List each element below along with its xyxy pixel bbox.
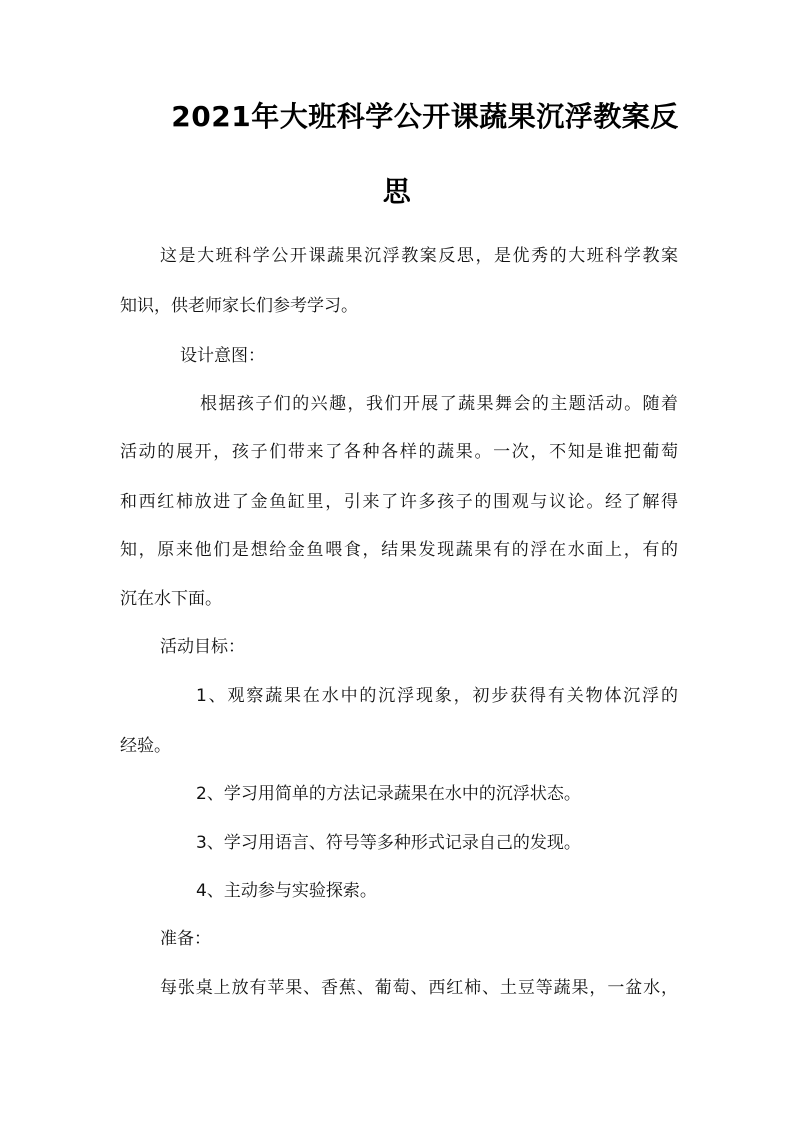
goal-3: 3、学习用语言、符号等多种形式记录自己的发现。 bbox=[196, 833, 581, 853]
preparation-line-1: 每张桌上放有苹果、香蕉、葡萄、西红柿、土豆等蔬果，一盆水， bbox=[160, 978, 678, 998]
document-title-line-1: 2021年大班科学公开课蔬果沉浮教案反 bbox=[171, 100, 679, 133]
goal-1-line-2: 经验。 bbox=[120, 736, 171, 756]
section-heading-preparation: 准备： bbox=[160, 929, 211, 949]
design-intent-line-3: 和西红柿放进了金鱼缸里，引来了许多孩子的围观与议论。经了解得 bbox=[120, 492, 678, 512]
design-intent-line-2: 活动的展开，孩子们带来了各种各样的蔬果。一次，不知是谁把葡萄 bbox=[120, 442, 678, 462]
goal-4: 4、主动参与实验探索。 bbox=[196, 881, 377, 901]
design-intent-line-4: 知，原来他们是想给金鱼喂食，结果发现蔬果有的浮在水面上，有的 bbox=[120, 540, 678, 560]
goal-2: 2、学习用简单的方法记录蔬果在水中的沉浮状态。 bbox=[196, 784, 581, 804]
section-heading-design-intent: 设计意图： bbox=[180, 346, 265, 366]
intro-line-1: 这是大班科学公开课蔬果沉浮教案反思，是优秀的大班科学教案 bbox=[160, 246, 678, 266]
design-intent-line-5: 沉在水下面。 bbox=[120, 589, 222, 609]
design-intent-line-1: 根据孩子们的兴趣，我们开展了蔬果舞会的主题活动。随着 bbox=[200, 394, 678, 414]
document-title-line-2: 思 bbox=[382, 175, 412, 208]
goal-1-line-1: 1、观察蔬果在水中的沉浮现象，初步获得有关物体沉浮的 bbox=[196, 686, 678, 706]
section-heading-goals: 活动目标： bbox=[160, 637, 245, 657]
intro-line-2: 知识，供老师家长们参考学习。 bbox=[120, 296, 358, 316]
